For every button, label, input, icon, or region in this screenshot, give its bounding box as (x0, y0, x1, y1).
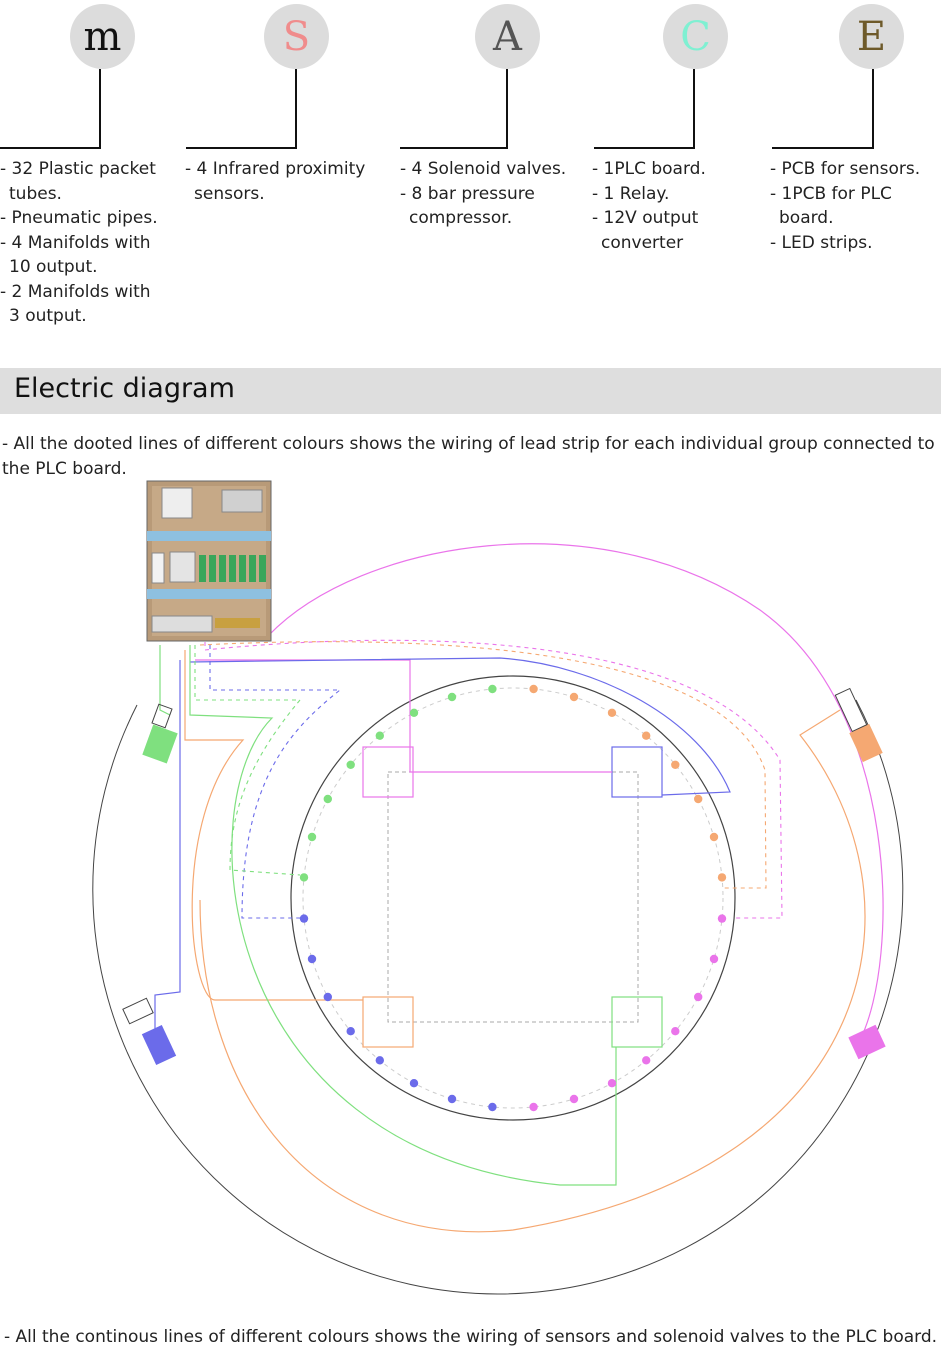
category-c-letter: C (680, 13, 711, 60)
category-m-letter: m (83, 13, 122, 60)
list-item: - 2 Manifolds with 3 output. (0, 280, 158, 329)
note-dotted-text: - All the dooted lines of different colours shows the wiring of lead strip for each individual group connected to the PLC board. (2, 434, 935, 479)
led-dot (529, 1103, 537, 1111)
led-ring (303, 688, 723, 1108)
list-item: - LED strips. (770, 231, 930, 256)
led-dot (347, 761, 355, 769)
led-dot (488, 685, 496, 693)
led-dot (347, 1027, 355, 1035)
led-dot (308, 955, 316, 963)
plc-board-photo (147, 481, 271, 641)
led-dot (529, 685, 537, 693)
category-a-letter: A (493, 13, 522, 60)
category-e-letter: E (856, 13, 887, 60)
list-item: - 4 Manifolds with 10 output. (0, 231, 158, 280)
list-item: - 8 bar pressure compressor. (400, 182, 580, 231)
led-dot (671, 761, 679, 769)
led-dot (608, 709, 616, 717)
led-dot (694, 795, 702, 803)
list-item: - 1PLC board. (592, 157, 742, 182)
inner-ring (291, 676, 735, 1120)
note-continuous-lines: - All the continous lines of different colours shows the wiring of sensors and solenoid valves to the PLC board. (4, 1327, 938, 1347)
led-dot (376, 1056, 384, 1064)
led-dot (570, 1095, 578, 1103)
led-dot (410, 709, 418, 717)
manifold-frame (388, 772, 638, 1022)
led-wiring (195, 640, 782, 918)
led-dot (642, 732, 650, 740)
sensor-orange (835, 688, 882, 762)
led-dot (308, 833, 316, 841)
led-dot (324, 993, 332, 1001)
led-dot (710, 833, 718, 841)
sensor-blue (123, 998, 176, 1065)
led-dot (376, 732, 384, 740)
section-title: Electric diagram (14, 373, 235, 404)
list-item: - 4 Solenoid valves. (400, 157, 580, 182)
list-item: - Pneumatic pipes. (0, 206, 158, 231)
list-item: - 32 Plastic packet tubes. (0, 157, 158, 206)
led-dot (608, 1079, 616, 1087)
list-item: - 1 Relay. (592, 182, 742, 207)
led-dot (694, 993, 702, 1001)
led-dot (488, 1103, 496, 1111)
category-connectors (0, 69, 873, 148)
led-dot (642, 1056, 650, 1064)
led-dot (671, 1027, 679, 1035)
led-dot (324, 795, 332, 803)
led-dot (300, 914, 308, 922)
sensor-pink (848, 1025, 885, 1059)
list-item: - 1PCB for PLC board. (770, 182, 930, 231)
category-s-letter: S (282, 13, 311, 60)
led-dot (410, 1079, 418, 1087)
sensor-green (142, 704, 177, 763)
list-item: - 12V output converter (592, 206, 742, 255)
outer-ring (93, 700, 903, 1294)
led-dot (300, 873, 308, 881)
led-dot (718, 914, 726, 922)
led-dot (570, 693, 578, 701)
list-item: - PCB for sensors. (770, 157, 930, 182)
led-dot (448, 693, 456, 701)
led-dot (710, 955, 718, 963)
list-item: - 4 Infrared proximity sensors. (185, 157, 375, 206)
led-dot (718, 873, 726, 881)
led-dot (448, 1095, 456, 1103)
